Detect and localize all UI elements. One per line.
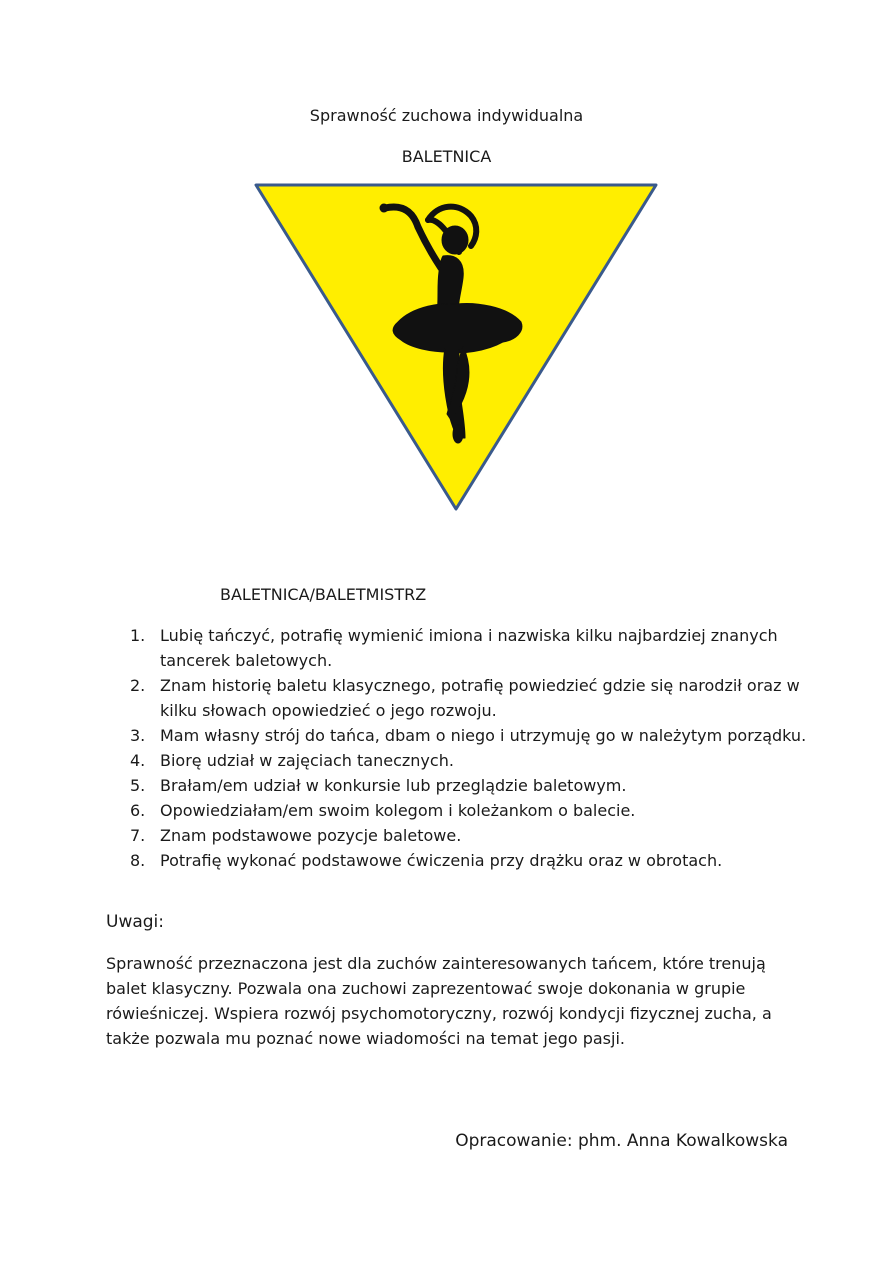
page-title: BALETNICA — [401, 147, 492, 166]
list-item — [130, 848, 810, 873]
badge-emblem — [253, 182, 659, 514]
list-item-text: Lubię tańczyć, potrafię wymienić imiona i nazwiska kilku najbardziej znanych tancerek baletowych. — [160, 626, 778, 670]
list-item-text: Biorę udział w zajęciach tanecznych. — [160, 751, 454, 770]
list-item — [130, 673, 810, 723]
list-item-number: 7. — [130, 826, 146, 845]
list-item-text: Znam podstawowe pozycje baletowe. — [160, 826, 462, 845]
list-item-text: Znam historię baletu klasycznego, potrafię powiedzieć gdzie się narodził oraz w kilku słowach opowiedzieć o jego rozwoju. — [160, 676, 800, 720]
list-item — [130, 773, 810, 798]
list-item-number: 5. — [130, 776, 146, 795]
list-item-text: Potrafię wykonać podstawowe ćwiczenia przy drążku oraz w obrotach. — [160, 851, 723, 870]
list-item-text: Opowiedziałam/em swoim kolegom i koleżankom o balecie. — [160, 801, 636, 820]
list-item-number: 2. — [130, 676, 146, 695]
list-item — [130, 623, 810, 673]
notes-heading: Uwagi: — [106, 912, 165, 932]
notes-body: Sprawność przeznaczona jest dla zuchów zainteresowanych tańcem, które trenują balet klasyczny. Pozwala ona zuchowi zaprezentować swoje dokonania w grupie rówieśniczej. Wspiera rozwój psychomotoryczny, rozwój kondycji fizycznej zucha, a także pozwala mu poznać nowe wiadomości na temat jego pasji. — [106, 954, 772, 1048]
list-item — [130, 723, 810, 748]
list-item-text: Mam własny strój do tańca, dbam o niego i utrzymuję go w należytym porządku. — [160, 726, 807, 745]
requirements-heading: BALETNICA/BALETMISTRZ — [220, 585, 427, 604]
list-item-number: 8. — [130, 851, 146, 870]
author-credit: Opracowanie: phm. Anna Kowalkowska — [455, 1131, 788, 1151]
list-item — [130, 798, 810, 823]
list-item-number: 1. — [130, 626, 146, 645]
list-item — [130, 823, 810, 848]
list-item-number: 6. — [130, 801, 146, 820]
list-item-number: 4. — [130, 751, 146, 770]
page-subtitle: Sprawność zuchowa indywidualna — [309, 106, 584, 125]
list-item — [130, 748, 810, 773]
list-item-number: 3. — [130, 726, 146, 745]
requirements-list — [130, 623, 810, 873]
list-item-text: Brałam/em udział w konkursie lub przeglądzie baletowym. — [160, 776, 627, 795]
